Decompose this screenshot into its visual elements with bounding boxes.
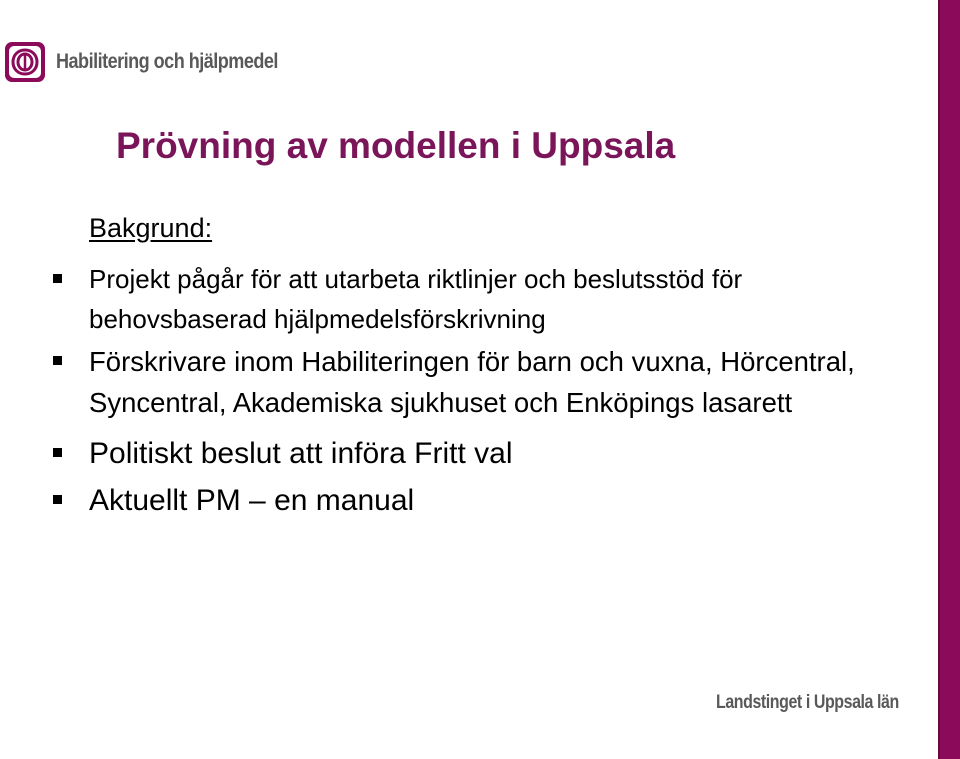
bullet-item-current-pm bbox=[50, 478, 910, 523]
square-bullet-icon bbox=[53, 356, 62, 365]
bullet-text: Förskrivare inom Habiliteringen för barn och vuxna, Hörcentral, Syncentral, Akademiska sjukhuset och Enköpings lasarett bbox=[89, 346, 855, 418]
habilitering-logo-icon bbox=[4, 41, 46, 83]
bullet-item-political-decision bbox=[50, 431, 910, 476]
bullet-text: Politiskt beslut att införa Fritt val bbox=[89, 437, 513, 470]
right-accent-bar bbox=[940, 0, 960, 759]
bullet-text: Projekt pågår för att utarbeta riktlinjer och beslutsstöd för behovsbaserad hjälpmedelsförskrivning bbox=[89, 264, 743, 334]
square-bullet-icon bbox=[53, 274, 62, 283]
bullet-text: Aktuellt PM – en manual bbox=[89, 484, 415, 517]
bullet-item-project bbox=[50, 259, 910, 339]
square-bullet-icon bbox=[53, 448, 62, 457]
header-logo-text: Habilitering och hjälpmedel bbox=[56, 50, 278, 73]
bullet-list bbox=[50, 259, 910, 523]
square-bullet-icon bbox=[53, 495, 62, 504]
footer-logo-text: Landstinget i Uppsala län bbox=[716, 692, 899, 713]
header-logo bbox=[4, 40, 314, 84]
section-heading: Bakgrund: bbox=[89, 213, 213, 243]
slide-title: Prövning av modellen i Uppsala bbox=[116, 125, 676, 166]
bullet-item-prescribers bbox=[50, 341, 910, 423]
